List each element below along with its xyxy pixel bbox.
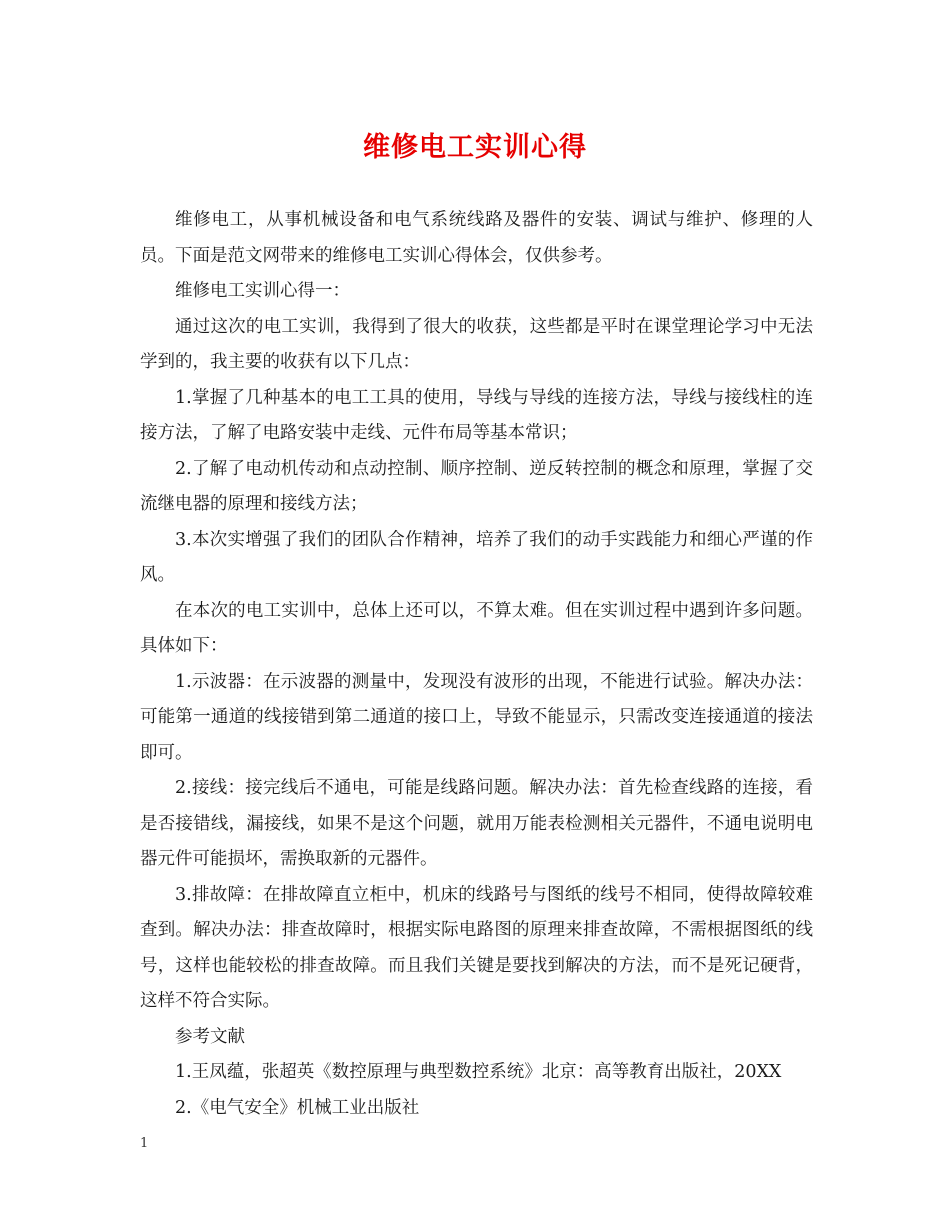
list-item: 2.了解了电动机传动和点动控制、顺序控制、逆反转控制的概念和原理，掌握了交流继电器的原理和接线方法；	[140, 458, 813, 514]
references-heading: 参考文献	[175, 1026, 245, 1047]
list-item: 1.掌握了几种基本的电工工具的使用，导线与导线的连接方法，导线与接线柱的连接方法，了解了电路安装中走线、元件布局等基本常识；	[140, 387, 813, 443]
document-title: 维修电工实训心得	[363, 132, 587, 163]
list-item: 1.示波器：在示波器的测量中，发现没有波形的出现，不能进行试验。解决办法：可能第一通道的线接错到第二通道的接口上，导致不能显示，只需改变连接通道的接法即可。	[140, 671, 813, 763]
body-paragraph: 通过这次的电工实训，我得到了很大的收获，这些都是平时在课堂理论学习中无法学到的，我主要的收获有以下几点：	[140, 316, 813, 372]
list-item: 3.排故障：在排故障直立柜中，机床的线路号与图纸的线号不相同，使得故障较难查到。解决办法：排查故障时，根据实际电路图的原理来排查故障，不需根据图纸的线号，这样也能较松的排查故障。而且我们关键是要找到解决的方法，而不是死记硬背，这样不符合实际。	[140, 884, 813, 1011]
document-body	[140, 203, 813, 1126]
section-heading: 维修电工实训心得一：	[175, 281, 350, 301]
page-number: 1	[140, 1136, 149, 1151]
reference-item: 2.《电气安全》机械工业出版社	[175, 1097, 420, 1118]
intro-paragraph: 维修电工，从事机械设备和电气系统线路及器件的安装、调试与维护、修理的人员。下面是范文网带来的维修电工实训心得体会，仅供参考。	[140, 210, 813, 266]
body-paragraph: 在本次的电工实训中，总体上还可以，不算太难。但在实训过程中遇到许多问题。具体如下：	[140, 600, 813, 656]
reference-item: 1.王凤蕴，张超英《数控原理与典型数控系统》北京：高等教育出版社，20XX	[175, 1062, 782, 1082]
list-item: 2.接线：接完线后不通电，可能是线路问题。解决办法：首先检查线路的连接，看是否接错线，漏接线，如果不是这个问题，就用万能表检测相关元器件，不通电说明电器元件可能损坏，需换取新的元器件。	[140, 778, 813, 869]
list-item: 3.本次实增强了我们的团队合作精神，培养了我们的动手实践能力和细心严谨的作风。	[140, 529, 813, 585]
